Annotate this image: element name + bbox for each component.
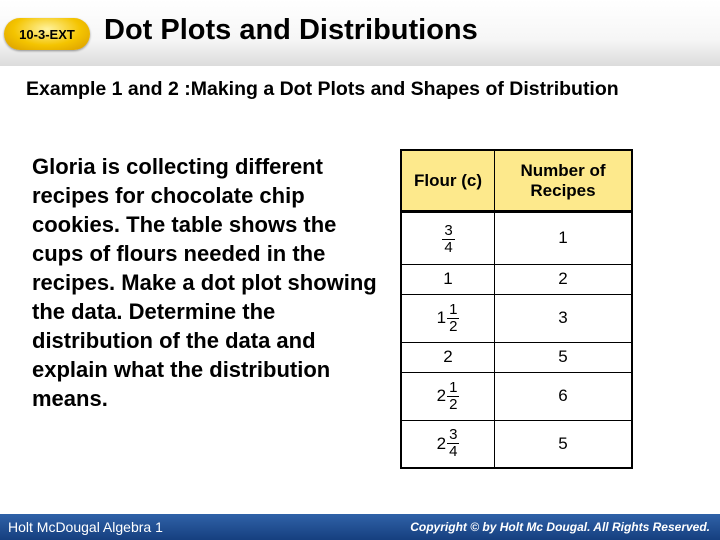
example-heading: Example 1 and 2 :Making a Dot Plots and Shapes of Distribution (26, 78, 619, 100)
flour-fraction (447, 380, 459, 413)
header-flour: Flour (c) (402, 151, 495, 212)
table-row (402, 295, 631, 343)
flour-recipes-table (400, 149, 633, 469)
table-row (402, 264, 631, 294)
flour-cell (402, 264, 495, 294)
table-row (402, 420, 631, 467)
header-recipes: Number of Recipes (495, 151, 632, 212)
flour-value (443, 347, 452, 367)
flour-whole: 1 (443, 269, 453, 289)
flour-fraction (447, 427, 459, 460)
flour-value (437, 427, 460, 460)
table-row (402, 212, 631, 265)
fraction-numerator: 1 (449, 300, 458, 318)
recipes-cell: 2 (495, 264, 632, 294)
recipes-cell: 3 (495, 295, 632, 343)
flour-cell (402, 295, 495, 343)
fraction-denominator: 2 (449, 317, 458, 335)
footer-copyright: Copyright © by Holt Mc Dougal. All Rights Reserved. (410, 520, 710, 534)
table-row (402, 342, 631, 372)
recipes-cell: 6 (495, 373, 632, 421)
slide-title: Dot Plots and Distributions (104, 14, 478, 46)
flour-cell (402, 342, 495, 372)
flour-value (443, 269, 452, 289)
flour-fraction (442, 223, 454, 256)
recipes-cell: 1 (558, 228, 568, 248)
flour-whole: 1 (436, 308, 447, 328)
recipes-cell: 5 (495, 342, 632, 372)
slide-footer (0, 514, 720, 540)
footer-publisher: Holt McDougal Algebra 1 (8, 519, 163, 535)
fraction-numerator: 3 (449, 426, 458, 444)
flour-cell (402, 420, 495, 467)
recipes-cell: 5 (495, 420, 632, 467)
flour-value (441, 223, 454, 256)
flour-value (437, 302, 460, 335)
flour-fraction (447, 302, 459, 335)
table-row (402, 373, 631, 421)
flour-whole: 2 (436, 433, 447, 453)
problem-text: Gloria is collecting different recipes for chocolate chip cookies. The table shows the cups of flours needed in the recipes. Make a dot plot showing the data. Determine the distribution of the data and explain what the distribution means. (32, 154, 377, 411)
fraction-denominator: 2 (449, 395, 458, 413)
fraction-denominator: 4 (444, 239, 453, 257)
fraction-numerator: 1 (449, 378, 458, 396)
fraction-denominator: 4 (449, 443, 458, 461)
lesson-badge: 10-3-EXT (4, 18, 90, 50)
flour-whole: 2 (436, 386, 447, 406)
flour-whole: 2 (443, 347, 453, 367)
fraction-numerator: 3 (444, 222, 453, 240)
slide-header (0, 0, 720, 66)
flour-cell (402, 212, 495, 265)
flour-value (437, 380, 460, 413)
table-header-row (402, 151, 631, 212)
flour-cell (402, 373, 495, 421)
